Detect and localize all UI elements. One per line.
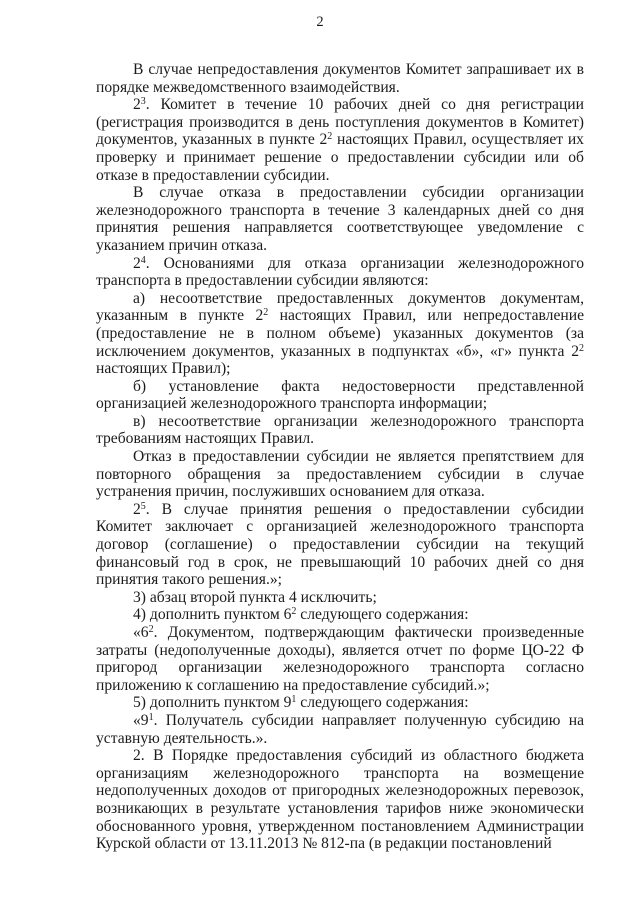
paragraph: 5) дополнить пунктом $9^1$ следующего содержания: — [133, 694, 469, 712]
paragraph: Отказ в предоставлении субсидии не является препятствием для повторного обращения за предоставлением субсидии в случае устранения причин, послуживших основанием для отказа. — [96, 448, 584, 501]
paragraph: 3) абзац второй пункта 4 исключить; — [133, 588, 377, 606]
paragraph: $2^4$. Основаниями для отказа организации железнодорожного транспорта в предоставлении субсидии являются: — [96, 254, 584, 290]
paragraph: 2. В Порядке предоставления субсидий из областного бюджета организациям железнодорожного транспорта на возмещение недополученных доходов от пригородных железнодорожных перевозок, возникающих в результате установления тарифов ниже экономически обоснованного уровня, утвержденном постановлением Администрации Курской области от 13.11.2013 № 812-па (в редакции постановлений — [96, 747, 584, 853]
paragraph: б) установление факта недостоверности представленной организацией железнодорожного транспорта информации; — [96, 377, 584, 413]
paragraph: «$6^2$. Документом, подтверждающим фактически произведенные затраты (недополученные доходы), является отчет по форме ЦО-22 Ф пригород организации железнодорожного транспорта согласно приложению к соглашению на предоставление субсидий.»; — [96, 624, 584, 694]
paragraph: «$9^1$. Получатель субсидии направляет полученную субсидию на уставную деятельность.». — [96, 711, 584, 747]
paragraph: В случае отказа в предоставлении субсидии организации железнодорожного транспорта в течение 3 календарных дней со дня принятия решения направляется соответствующее уведомление с указанием причин отказа. — [96, 184, 584, 254]
paragraph: 4) дополнить пунктом $6^2$ следующего содержания: — [133, 606, 469, 624]
page-number: 2 — [316, 14, 324, 30]
paragraph: в) несоответствие организации железнодорожного транспорта требованиям настоящих Правил. — [96, 412, 584, 448]
paragraph: $2^5$. В случае принятия решения о предоставлении субсидии Комитет заключает с организацией железнодорожного транспорта договор (соглашение) о предоставлении субсидии на текущий финансовый год в срок, не превышающий 10 рабочих дней со дня принятия такого решения.»; — [96, 500, 584, 589]
paragraph: а) несоответствие предоставленных документов документам, указанным в пункте $2^2$ настоящих Правил, или непредоставление (предоставление не в полном объеме) указанных документов (за исключением документов, указанных в подпунктах «б», «г» пункта $2^2$ настоящих Правил); — [96, 289, 584, 378]
paragraph: $2^3$. Комитет в течение 10 рабочих дней со дня регистрации (регистрация производится в день поступления документов в Комитет) документов, указанных в пункте $2^2$ настоящих Правил, осуществляет их проверку и принимает решение о предоставлении субсидии или об отказе в предоставлении субсидии. — [96, 96, 584, 184]
document-body — [96, 61, 584, 853]
paragraph: В случае непредоставления документов Комитет запрашивает их в порядке межведомственного взаимодействия. — [96, 61, 584, 96]
